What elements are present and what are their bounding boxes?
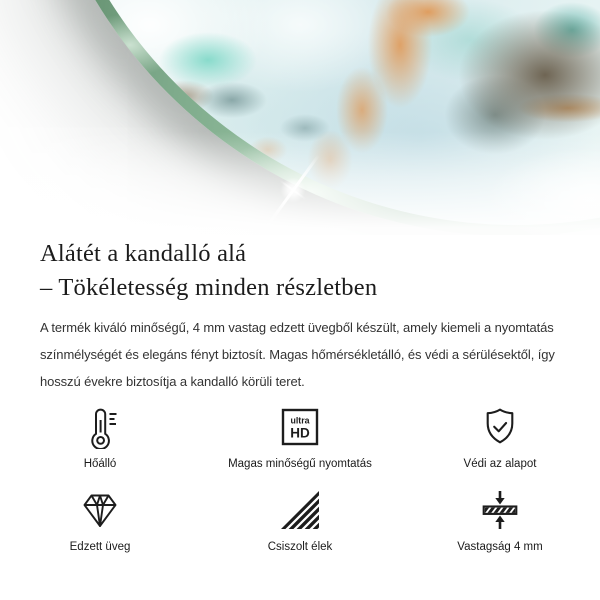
feature-label: Hőálló: [83, 458, 117, 470]
feature-grid: [0, 405, 600, 554]
feature-thickness: [400, 488, 600, 554]
feature-label: Magas minőségű nyomtatás: [228, 458, 372, 470]
ultra-hd-icon: [278, 405, 322, 449]
product-photo-glass-hearth-pad: [0, 0, 600, 235]
thickness-icon: [478, 488, 522, 532]
polished-edges-icon: [278, 488, 322, 532]
feature-heat-resistant: [0, 405, 200, 471]
feature-label: Csiszolt élek: [267, 541, 333, 553]
title-line-2: – Tökéletesség minden részletben: [40, 274, 378, 301]
feature-label: Vastagság 4 mm: [457, 541, 543, 553]
feature-label: Védi az alapot: [463, 458, 537, 470]
svg-text:ultra: ultra: [290, 415, 310, 426]
svg-text:HD: HD: [290, 425, 310, 441]
feature-high-quality-print: [200, 405, 400, 471]
feature-label: Edzett üveg: [69, 541, 131, 553]
shield-check-icon: [478, 405, 522, 449]
content-area: [0, 235, 600, 395]
feature-tempered-glass: [0, 488, 200, 554]
feature-polished-edges: [200, 488, 400, 554]
thermometer-icon: [78, 405, 122, 449]
diamond-icon: [78, 488, 122, 532]
product-description: A termék kiváló minőségű, 4 mm vastag edzett üvegből készült, amely kiemeli a nyomtatás színmélységét és elegáns fényt biztosít. Magas hőmérsékletálló, és védi a sérülésektől, így hosszú évekre biztosítja a kandalló körüli teret.: [40, 320, 555, 389]
page-title: [40, 235, 560, 305]
feature-protects-base: [400, 405, 600, 471]
title-line-1: Alátét a kandalló alá: [40, 240, 247, 267]
